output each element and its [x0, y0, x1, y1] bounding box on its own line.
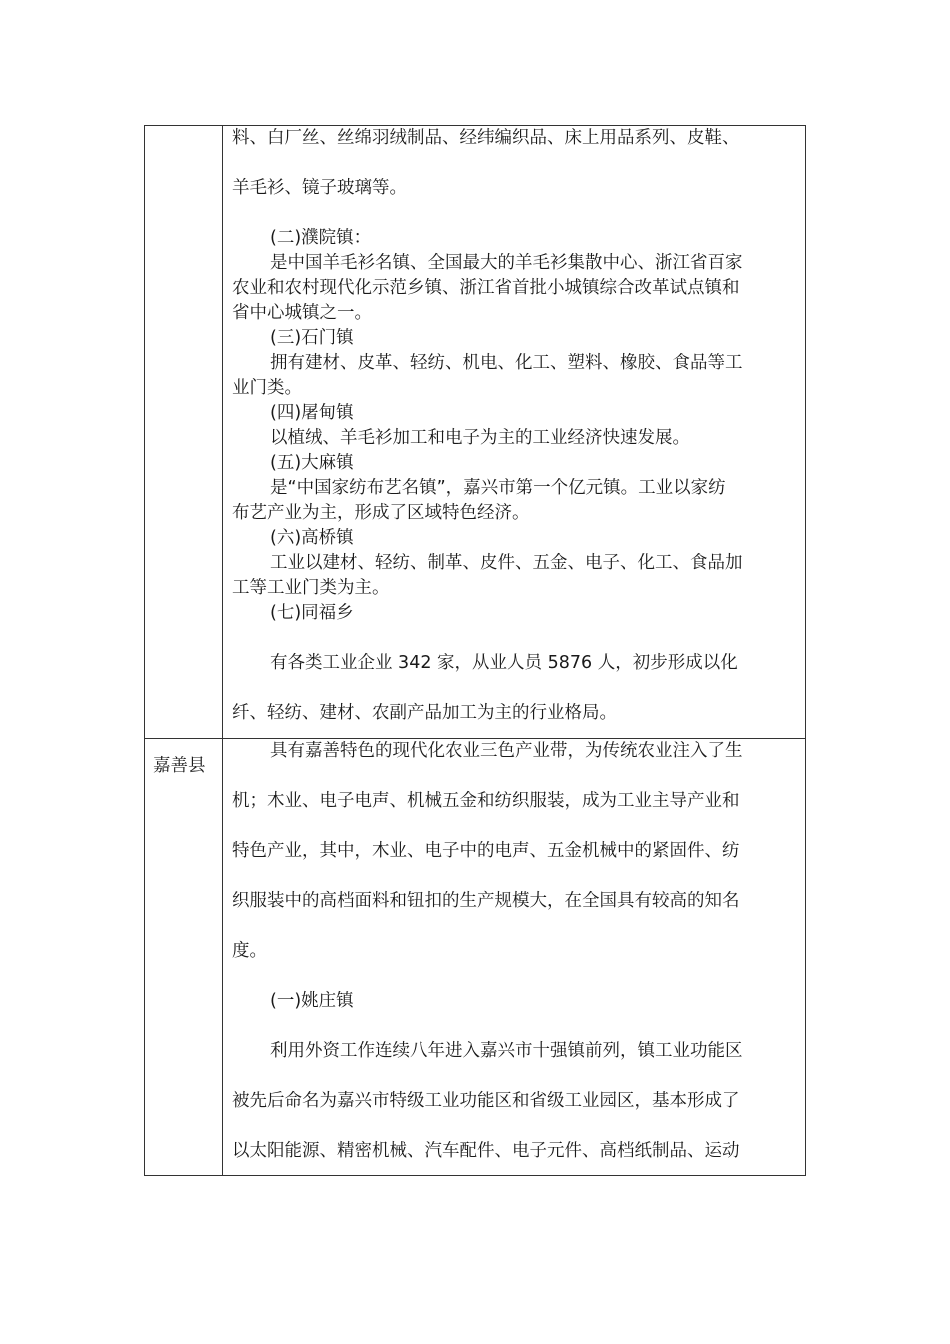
paragraph-line: (六)高桥镇	[270, 528, 354, 548]
content-table	[144, 125, 806, 1176]
paragraph-line: 农业和农村现代化示范乡镇、浙江省首批小城镇综合改革试点镇和	[232, 278, 740, 298]
paragraph-line: 机；木业、电子电声、机械五金和纺织服装，成为工业主导产业和	[232, 791, 740, 811]
paragraph-line: (七)同福乡	[270, 603, 354, 623]
jiashan-county-row	[145, 739, 806, 1176]
region-label: 嘉善县	[153, 756, 206, 776]
paragraph-line: (五)大麻镇	[270, 453, 354, 473]
paragraph-line: 布艺产业为主，形成了区域特色经济。	[232, 503, 530, 523]
paragraph-line: 羊毛衫、镜子玻璃等。	[232, 178, 407, 198]
paragraph-line: (一)姚庄镇	[270, 991, 354, 1011]
region-label-cell	[145, 126, 223, 739]
paragraph-line: 业门类。	[232, 378, 302, 398]
paragraph-line: 被先后命名为嘉兴市特级工业功能区和省级工业园区，基本形成了	[232, 1091, 740, 1111]
tongxiang-continued-row	[145, 126, 806, 739]
paragraph-line: 度。	[232, 941, 267, 961]
paragraph-line: (二)濮院镇：	[270, 228, 372, 248]
paragraph-line: 拥有建材、皮革、轻纺、机电、化工、塑料、橡胶、食品等工	[270, 353, 743, 373]
paragraph-line: (三)石门镇	[270, 328, 354, 348]
description-cell	[223, 739, 806, 1176]
paragraph-line: 是中国羊毛衫名镇、全国最大的羊毛衫集散中心、浙江省百家	[270, 253, 743, 273]
paragraph-line: 料、白厂丝、丝绵羽绒制品、经纬编织品、床上用品系列、皮鞋、	[232, 128, 740, 148]
paragraph-line: 有各类工业企业 342 家，从业人员 5876 人，初步形成以化	[270, 653, 738, 673]
paragraph-line: 利用外资工作连续八年进入嘉兴市十强镇前列，镇工业功能区	[270, 1041, 743, 1061]
paragraph-line: 织服装中的高档面料和钮扣的生产规模大，在全国具有较高的知名	[232, 891, 740, 911]
paragraph-line: 工等工业门类为主。	[232, 578, 390, 598]
paragraph-line: 以植绒、羊毛衫加工和电子为主的工业经济快速发展。	[270, 428, 690, 448]
paragraph-line: 纤、轻纺、建材、农副产品加工为主的行业格局。	[232, 703, 617, 723]
paragraph-line: 工业以建材、轻纺、制革、皮件、五金、电子、化工、食品加	[270, 553, 743, 573]
paragraph-line: (四)屠甸镇	[270, 403, 354, 423]
paragraph-line: 以太阳能源、精密机械、汽车配件、电子元件、高档纸制品、运动	[232, 1141, 740, 1161]
description-cell	[223, 126, 806, 739]
paragraph-line: 具有嘉善特色的现代化农业三色产业带，为传统农业注入了生	[270, 741, 743, 761]
table-body	[145, 126, 806, 1176]
region-label-cell	[145, 739, 223, 1176]
paragraph-line: 是“中国家纺布艺名镇”，嘉兴市第一个亿元镇。工业以家纺	[270, 478, 726, 498]
paragraph-line: 省中心城镇之一。	[232, 303, 372, 323]
paragraph-line: 特色产业，其中，木业、电子中的电声、五金机械中的紧固件、纺	[232, 841, 740, 861]
